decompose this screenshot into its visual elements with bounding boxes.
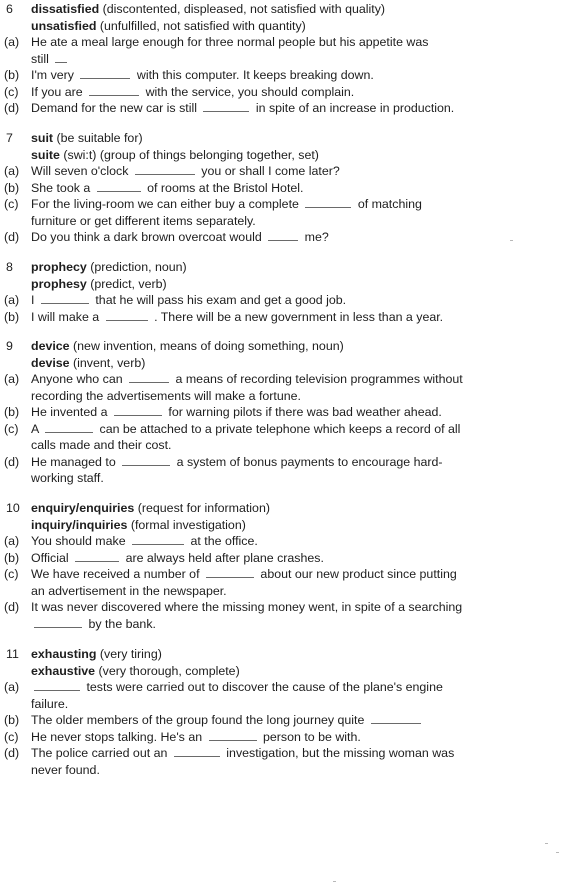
sentence-text: She took a: [31, 180, 91, 195]
exercise-item-line: [0, 470, 563, 487]
sentence-text: Do you think a dark brown overcoat would: [31, 230, 262, 244]
sentence-text: of matching: [357, 197, 422, 211]
headword-row: [0, 646, 563, 663]
sentence-text: Official: [31, 550, 69, 565]
scan-speck: [333, 881, 336, 882]
item-text: [31, 566, 457, 583]
answer-blank[interactable]: [122, 454, 170, 466]
headword: prophesy: [31, 276, 87, 291]
item-text: [31, 180, 303, 197]
item-label: (d): [4, 454, 20, 469]
headword-gloss: (prediction, noun): [90, 260, 187, 274]
scan-speck: [545, 843, 548, 844]
sentence-text: at the office.: [190, 534, 258, 548]
headword: device: [31, 339, 70, 353]
answer-blank[interactable]: [371, 712, 421, 724]
exercise-item-line: [0, 309, 563, 326]
sentence-text: I'm very: [31, 68, 74, 82]
item-label: (d): [4, 746, 20, 760]
headword-gloss: (discontented, displeased, not satisfied with quality): [102, 2, 386, 16]
item-text: [31, 454, 443, 471]
headword-row: [0, 276, 563, 293]
headword-gloss: (swi:t) (group of things belonging together, set): [63, 147, 319, 162]
exercise-item-line: [0, 51, 563, 68]
headword: exhausting: [31, 647, 97, 661]
exercise-item-line: [0, 292, 563, 309]
item-label: (a): [4, 35, 20, 49]
headword-row: [0, 517, 563, 534]
item-text: [31, 550, 324, 567]
item-label: (d): [4, 101, 20, 115]
answer-blank[interactable]: [89, 84, 139, 96]
headword: suit: [31, 131, 54, 145]
sentence-text: me?: [304, 230, 329, 244]
sentence-text: with the service, you should complain.: [145, 84, 355, 99]
sentence-text: tests were carried out to discover the cause of the plane's engine: [86, 680, 443, 694]
sentence-text: For the living-room we can either buy a complete: [31, 197, 299, 211]
sentence-text: He never stops talking. He's an: [31, 729, 203, 744]
sentence-text: It was never discovered where the missing money went, in spite of a searching: [31, 600, 463, 614]
headword-gloss: (unfulfilled, not satisfied with quantity): [99, 18, 306, 33]
headword-gloss: (be suitable for): [56, 131, 143, 145]
answer-blank[interactable]: [97, 180, 141, 192]
exercise-item-line: [0, 679, 563, 696]
exercise-item-line: [0, 196, 563, 213]
answer-blank[interactable]: [132, 533, 184, 545]
sentence-text: recording the advertisements will make a fortune.: [31, 388, 301, 403]
exercise-section: [0, 500, 563, 632]
answer-blank[interactable]: [268, 229, 298, 241]
item-label: (a): [4, 534, 20, 548]
exercise-item-line: [0, 163, 563, 180]
item-text: [31, 470, 104, 487]
exercise-section: [0, 1, 563, 117]
item-label: (c): [4, 421, 19, 436]
sentence-text: still: [31, 51, 49, 66]
answer-blank[interactable]: [45, 421, 93, 433]
answer-blank[interactable]: [209, 729, 257, 741]
exercise-item-line: [0, 100, 563, 117]
exercise-item-line: [0, 34, 563, 51]
answer-blank[interactable]: [135, 163, 195, 175]
exercise-item-line: [0, 421, 563, 438]
headword-gloss: (formal investigation): [130, 517, 246, 532]
sentence-text: you or shall I come later?: [201, 164, 340, 178]
section-number: 6: [6, 2, 13, 16]
item-text: [31, 292, 346, 309]
sentence-text: calls made and their cost.: [31, 438, 172, 452]
sentence-text: with this computer. It keeps breaking down.: [136, 68, 374, 82]
exercise-item-line: [0, 371, 563, 388]
answer-blank[interactable]: [34, 679, 80, 691]
answer-blank[interactable]: [106, 309, 148, 321]
exercise-item-line: [0, 729, 563, 746]
scan-speck: [556, 852, 559, 853]
headword-row: [0, 663, 563, 680]
headword: dissatisfied: [31, 2, 100, 16]
item-label: (b): [4, 405, 20, 419]
item-text: [31, 213, 256, 230]
headword-row: [0, 147, 563, 164]
exercise-item-line: [0, 762, 563, 779]
sentence-text: about our new product since putting: [260, 567, 457, 581]
item-label: (b): [4, 550, 20, 565]
headword-entry: [31, 663, 240, 680]
exercise-item-line: [0, 533, 563, 550]
section-number: 11: [6, 647, 19, 661]
headword-entry: [31, 646, 162, 663]
section-number: 9: [6, 339, 13, 353]
item-text: [31, 388, 301, 405]
sentence-text: by the bank.: [88, 616, 156, 631]
sentence-text: A: [31, 421, 39, 436]
item-label: (d): [4, 230, 20, 244]
sentence-text: working staff.: [31, 471, 104, 485]
headword-row: [0, 18, 563, 35]
answer-blank[interactable]: [34, 616, 82, 628]
answer-blank[interactable]: [55, 51, 67, 63]
sentence-text: He invented a: [31, 405, 108, 419]
exercise-section: [0, 338, 563, 487]
sentence-text: The police carried out an: [31, 746, 168, 760]
headword: devise: [31, 355, 70, 370]
item-text: [31, 196, 422, 213]
item-text: [31, 696, 68, 713]
item-label: (c): [4, 567, 19, 581]
headword-entry: [31, 1, 385, 18]
headword-row: [0, 259, 563, 276]
exercise-section: [0, 130, 563, 246]
exercise-section: [0, 259, 563, 325]
headword-row: [0, 500, 563, 517]
sentence-text: in spite of an increase in production.: [255, 101, 455, 115]
answer-blank[interactable]: [206, 566, 254, 578]
headword-row: [0, 1, 563, 18]
item-text: [31, 100, 454, 117]
sentence-text: He ate a meal large enough for three normal people but his appetite was: [31, 35, 429, 49]
exercise-item-line: [0, 712, 563, 729]
headword-gloss: (invent, verb): [73, 355, 146, 370]
headword-entry: [31, 517, 246, 534]
sentence-text: If you are: [31, 84, 83, 99]
sentence-text: are always held after plane crashes.: [125, 550, 324, 565]
headword-row: [0, 338, 563, 355]
headword-gloss: (request for information): [137, 501, 270, 515]
exercise-item-line: [0, 67, 563, 84]
headword: exhaustive: [31, 663, 96, 678]
headword: inquiry/inquiries: [31, 517, 128, 532]
sentence-text: The older members of the group found the long journey quite: [31, 713, 365, 727]
item-text: [31, 729, 361, 746]
headword-entry: [31, 338, 344, 355]
item-text: [31, 762, 100, 779]
headword-entry: [31, 130, 143, 147]
item-label: (a): [4, 372, 20, 386]
sentence-text: a means of recording television programmes without: [175, 372, 463, 386]
sentence-text: investigation, but the missing woman was: [226, 746, 455, 760]
answer-blank[interactable]: [114, 404, 162, 416]
item-label: (b): [4, 309, 20, 324]
item-text: [31, 67, 374, 84]
headword-entry: [31, 500, 270, 517]
exercise-item-line: [0, 180, 563, 197]
item-text: [31, 616, 156, 633]
headword-entry: [31, 259, 187, 276]
item-label: (a): [4, 680, 20, 694]
exercise-item-line: [0, 550, 563, 567]
sentence-text: He managed to: [31, 454, 116, 469]
item-text: [31, 679, 443, 696]
sentence-text: We have received a number of: [31, 567, 200, 581]
sentence-text: I will make a: [31, 309, 100, 324]
exercise-item-line: [0, 583, 563, 600]
sentence-text: never found.: [31, 762, 100, 777]
headword-gloss: (very tiring): [99, 647, 162, 661]
sentence-text: Demand for the new car is still: [31, 101, 197, 115]
headword: prophecy: [31, 260, 87, 274]
item-label: (c): [4, 729, 19, 744]
sentence-text: Will seven o'clock: [31, 164, 129, 178]
sentence-text: failure.: [31, 696, 69, 711]
item-label: (d): [4, 600, 20, 614]
item-label: (c): [4, 84, 19, 99]
exercise-item-line: [0, 437, 563, 454]
exercise-item-line: [0, 616, 563, 633]
sentence-text: a system of bonus payments to encourage hard-: [176, 454, 443, 469]
exercise-item-line: [0, 84, 563, 101]
item-label: (a): [4, 164, 20, 178]
sentence-text: You should make: [31, 534, 126, 548]
sentence-text: of rooms at the Bristol Hotel.: [147, 180, 304, 195]
item-label: (a): [4, 293, 20, 307]
exercise-section: [0, 646, 563, 778]
sentence-text: I: [31, 293, 35, 307]
headword: enquiry/enquiries: [31, 501, 135, 515]
item-text: [31, 599, 462, 616]
item-label: (c): [4, 197, 19, 211]
item-label: (b): [4, 68, 20, 82]
headword-entry: [31, 147, 319, 164]
headword-row: [0, 130, 563, 147]
item-text: [31, 583, 227, 600]
exercise-item-line: [0, 566, 563, 583]
item-label: (b): [4, 180, 20, 195]
item-text: [31, 404, 442, 421]
sentence-text: Anyone who can: [31, 372, 123, 386]
sentence-text: furniture or get different items separately.: [31, 213, 256, 228]
item-text: [31, 745, 454, 762]
headword-gloss: (very thorough, complete): [98, 663, 240, 678]
section-number: 10: [6, 501, 20, 515]
item-text: [31, 84, 354, 101]
exercise-item-line: [0, 745, 563, 762]
headword-entry: [31, 276, 167, 293]
headword-gloss: (new invention, means of doing something, noun): [73, 339, 344, 353]
item-text: [31, 371, 463, 388]
sentence-text: an advertisement in the newspaper.: [31, 583, 227, 598]
item-text: [31, 309, 443, 326]
sentence-text: can be attached to a private telephone which keeps a record of all: [99, 421, 461, 436]
item-text: [31, 34, 428, 51]
exercise-item-line: [0, 454, 563, 471]
section-number: 7: [6, 131, 13, 145]
item-label: (b): [4, 713, 20, 727]
answer-blank[interactable]: [129, 371, 169, 383]
headword: unsatisfied: [31, 18, 97, 33]
exercise-item-line: [0, 213, 563, 230]
headword-entry: [31, 18, 306, 35]
exercise-item-line: [0, 696, 563, 713]
answer-blank[interactable]: [203, 100, 249, 112]
exercise-item-line: [0, 229, 563, 246]
exercise-item-line: [0, 388, 563, 405]
headword-gloss: (predict, verb): [90, 276, 167, 291]
item-text: [31, 712, 424, 729]
item-text: [31, 533, 258, 550]
headword-entry: [31, 355, 145, 372]
answer-blank[interactable]: [174, 745, 220, 757]
item-text: [31, 51, 70, 68]
section-number: 8: [6, 260, 13, 274]
exercise-item-line: [0, 599, 563, 616]
sentence-text: . There will be a new government in less than a year.: [154, 309, 444, 324]
sentence-text: for warning pilots if there was bad weather ahead.: [168, 405, 442, 419]
item-text: [31, 163, 340, 180]
headword: suite: [31, 147, 60, 162]
item-text: [31, 437, 172, 454]
headword-row: [0, 355, 563, 372]
answer-blank[interactable]: [75, 550, 119, 562]
answer-blank[interactable]: [80, 67, 130, 79]
sentence-text: person to be with.: [263, 729, 361, 744]
answer-blank[interactable]: [41, 292, 89, 304]
exercise-item-line: [0, 404, 563, 421]
scan-speck: [510, 240, 513, 241]
item-text: [31, 421, 460, 438]
answer-blank[interactable]: [305, 196, 351, 208]
item-text: [31, 229, 329, 246]
sentence-text: that he will pass his exam and get a good job.: [95, 293, 347, 307]
